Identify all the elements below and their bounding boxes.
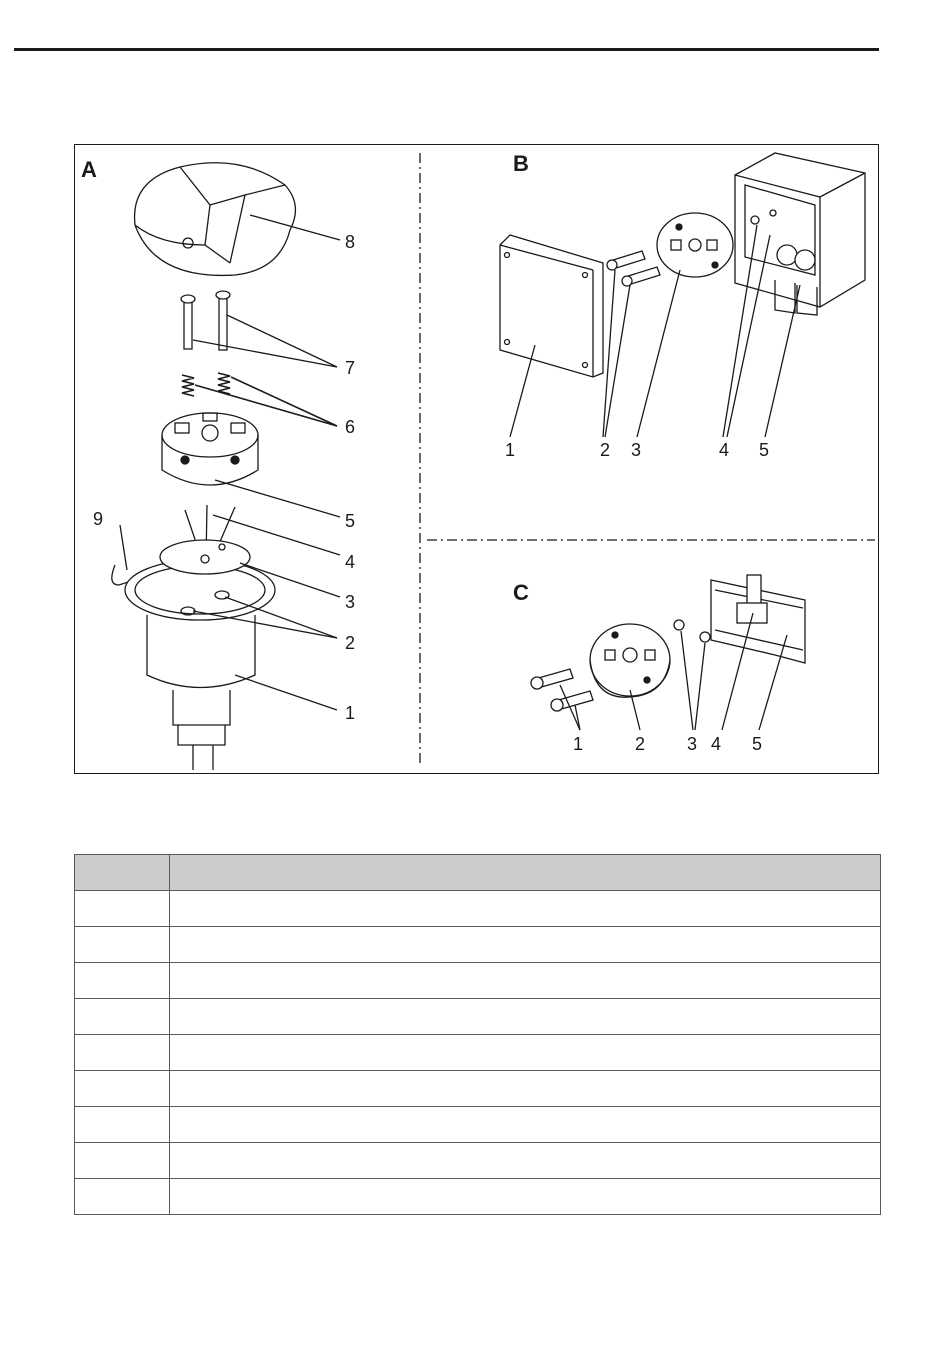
table-cell: [170, 1071, 881, 1107]
table-row: [75, 1071, 881, 1107]
terminal-head-drawing: [112, 525, 340, 770]
legend-header-row: [75, 855, 881, 891]
table-cell: [75, 963, 170, 999]
transmitter-drawing: [162, 413, 340, 517]
callout-a-6: 6: [345, 417, 356, 437]
table-cell: [75, 1107, 170, 1143]
head-cover-drawing: [135, 163, 340, 276]
table-cell: [170, 1179, 881, 1215]
header-rule: [14, 48, 879, 51]
table-row: [75, 1107, 881, 1143]
screws-b-drawing: [603, 251, 660, 437]
table-cell: [75, 999, 170, 1035]
table-cell: [75, 891, 170, 927]
box-housing-drawing: [723, 153, 865, 437]
table-row: [75, 891, 881, 927]
rings-c-drawing: [674, 620, 710, 730]
callout-a-1: 1: [345, 703, 356, 723]
table-cell: [170, 1143, 881, 1179]
callout-a-5: 5: [345, 511, 356, 531]
callout-a-4: 4: [345, 552, 356, 572]
panel-letter-b: B: [513, 151, 529, 176]
callout-b-2: 2: [600, 440, 611, 460]
callout-b-5: 5: [759, 440, 770, 460]
transmitter-c-drawing: [590, 624, 670, 730]
cover-plate-drawing: [500, 235, 603, 437]
callout-c-3: 3: [687, 734, 698, 754]
table-row: [75, 999, 881, 1035]
legend-table: [74, 854, 881, 1215]
screws-drawing: [181, 291, 337, 367]
table-row: [75, 1143, 881, 1179]
callout-a-2: 2: [345, 633, 356, 653]
table-cell: [75, 1071, 170, 1107]
callout-c-1: 1: [573, 734, 584, 754]
table-cell: [170, 927, 881, 963]
installation-figure: [74, 144, 879, 774]
table-cell: [75, 1143, 170, 1179]
callout-c-5: 5: [752, 734, 763, 754]
table-cell: [75, 927, 170, 963]
table-cell: [170, 1107, 881, 1143]
screws-c-drawing: [531, 669, 593, 730]
table-row: [75, 1035, 881, 1071]
callout-c-2: 2: [635, 734, 646, 754]
legend-header-cell: [75, 855, 170, 891]
callout-c-4: 4: [711, 734, 722, 754]
din-rail-drawing: [711, 575, 805, 730]
table-cell: [75, 1035, 170, 1071]
callout-a-7: 7: [345, 358, 356, 378]
table-row: [75, 927, 881, 963]
table-cell: [170, 1035, 881, 1071]
figure-drawing: [75, 145, 880, 775]
table-cell: [170, 891, 881, 927]
table-row: [75, 1179, 881, 1215]
table-row: [75, 963, 881, 999]
callout-b-3: 3: [631, 440, 642, 460]
panel-letter-c: C: [513, 580, 529, 605]
table-cell: [170, 999, 881, 1035]
panel-letter-a: A: [81, 157, 97, 182]
callout-a-8: 8: [345, 232, 356, 252]
callout-b-1: 1: [505, 440, 516, 460]
callout-b-4: 4: [719, 440, 730, 460]
callout-a-9: 9: [93, 509, 104, 529]
callout-a-3: 3: [345, 592, 356, 612]
transmitter-b-drawing: [637, 213, 733, 437]
table-cell: [75, 1179, 170, 1215]
legend-header-cell: [170, 855, 881, 891]
table-cell: [170, 963, 881, 999]
